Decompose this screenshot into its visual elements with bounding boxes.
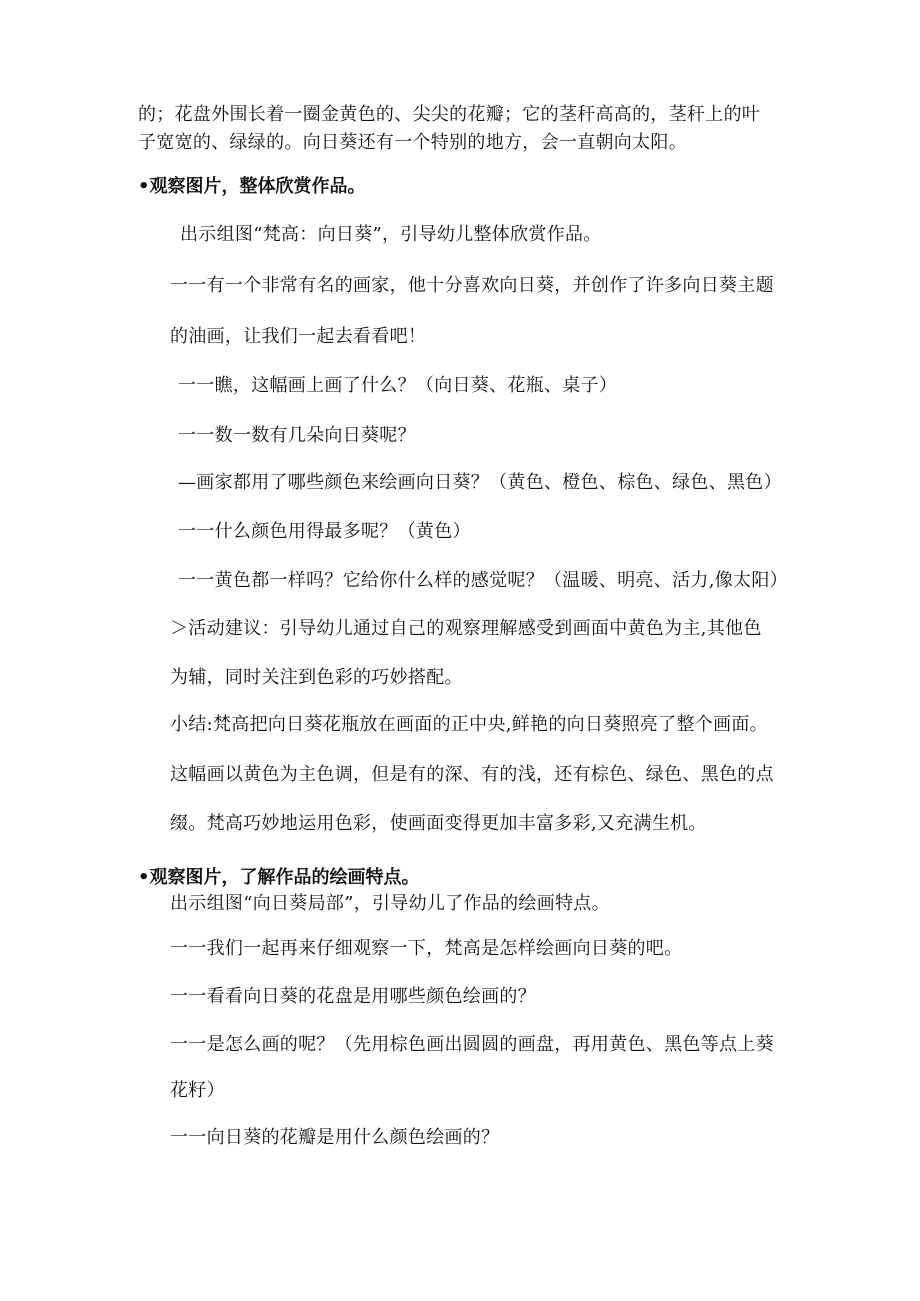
paragraph-line: 子宽宽的、绿绿的。向日葵还有一个特别的地方，会一直朝向太阳。 [138, 132, 687, 153]
paragraph-line: —画家都用了哪些颜色来绘画向日葵？（黄色、橙色、棕色、绿色、黑色） [178, 472, 782, 493]
paragraph-line: 一一黄色都一样吗？它给你什么样的感觉呢？（温暖、明亮、活力,像太阳） [178, 570, 788, 591]
paragraph-line: 一一向日葵的花瓣是用什么颜色绘画的？ [170, 1127, 500, 1148]
paragraph-line: 一一什么颜色用得最多呢？（黄色） [178, 521, 471, 542]
paragraph-line: 一一有一个非常有名的画家，他十分喜欢向日葵，并创作了许多向日葵主题 [170, 275, 774, 296]
paragraph-line: 一一看看向日葵的花盘是用哪些颜色绘画的？ [170, 986, 536, 1007]
section-heading: •观察图片，了解作品的绘画特点。 [138, 867, 420, 888]
paragraph-line: 小结:梵高把向日葵花瓶放在画面的正中央,鲜艳的向日葵照亮了整个画面。 [170, 714, 768, 735]
paragraph-line: 花籽） [170, 1080, 225, 1101]
paragraph-line: 出示组图“梵高：向日葵”，引导幼儿整体欣赏作品。 [180, 224, 602, 245]
paragraph-line: 为辅，同时关注到色彩的巧妙搭配。 [170, 667, 463, 688]
paragraph-line: 出示组图“向日葵局部”，引导幼儿了作品的绘画特点。 [170, 893, 610, 914]
paragraph-line: ＞活动建议：引导幼儿通过自己的观察理解感受到画面中黄色为主,其他色 [170, 618, 762, 639]
paragraph-line: 一一数一数有几朵向日葵呢？ [178, 425, 416, 446]
paragraph-line: 一一是怎么画的呢？（先用棕色画出圆圆的画盘，再用黄色、黑色等点上葵 [170, 1034, 774, 1055]
paragraph-line: 的；花盘外围长着一圈金黄色的、尖尖的花瓣；它的茎秆高高的，茎秆上的叶 [138, 104, 761, 125]
paragraph-line: 缀。梵高巧妙地运用色彩，使画面变得更加丰富多彩,又充满生机。 [170, 813, 707, 834]
paragraph-line: 这幅画以黄色为主色调，但是有的深、有的浅，还有棕色、绿色、黑色的点 [170, 764, 774, 785]
paragraph-line: 一一我们一起再来仔细观察一下，梵高是怎样绘画向日葵的吧。 [170, 938, 683, 959]
paragraph-line: 一一瞧，这幅画上画了什么？（向日葵、花瓶、桌子） [178, 375, 618, 396]
section-heading: •观察图片，整体欣赏作品。 [138, 176, 366, 197]
paragraph-line: 的油画，让我们一起去看看吧！ [170, 326, 427, 347]
